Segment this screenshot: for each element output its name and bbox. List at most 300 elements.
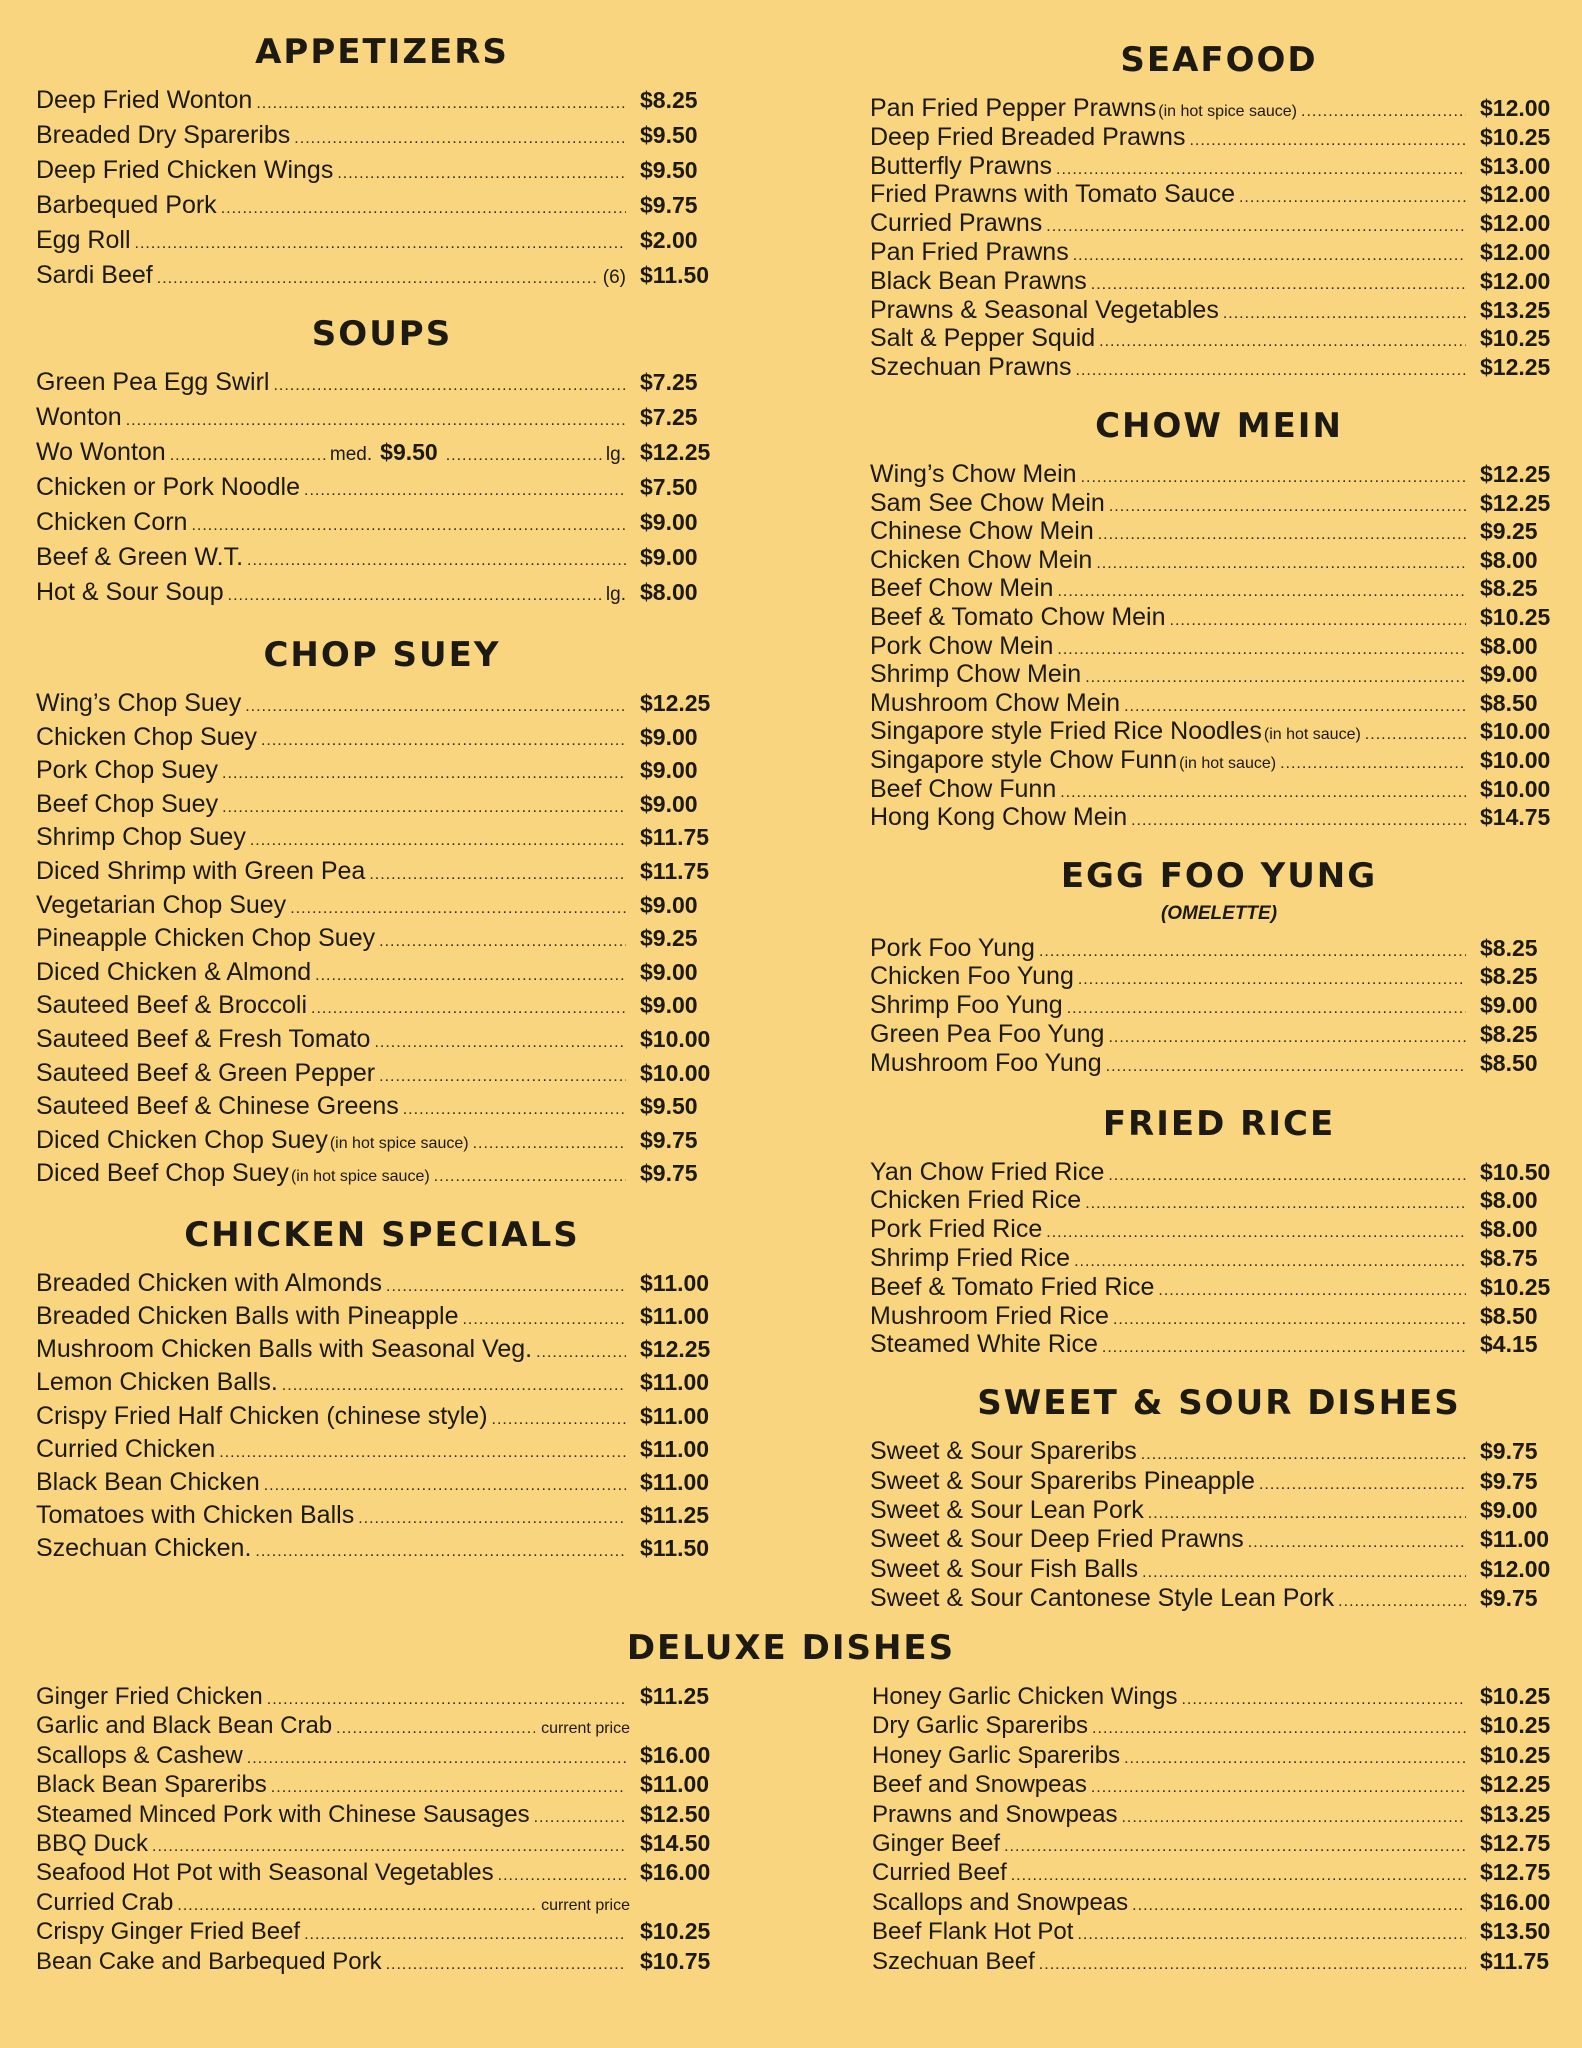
leader-dots: [1109, 498, 1466, 516]
item-price: $9.00: [640, 723, 698, 750]
item-name: Honey Garlic Chicken Wings: [872, 1683, 1178, 1710]
item-price: $10.25: [1480, 325, 1551, 352]
menu-item: [36, 1742, 728, 1771]
item-price: $11.75: [1480, 1947, 1550, 1974]
item-name: Beef Chop Suey: [36, 789, 219, 818]
item-price: $11.50: [640, 262, 710, 288]
item-note: (in hot spice sauce): [1158, 103, 1297, 120]
item-name: Scallops & Cashew: [36, 1741, 243, 1769]
leader-dots: [222, 765, 626, 783]
item-price: $11.00: [640, 1469, 710, 1496]
item-price: $9.00: [640, 509, 698, 535]
leader-dots: [290, 900, 626, 918]
menu-item: [870, 1049, 1568, 1078]
item-name: Green Pea Egg Swirl: [36, 368, 270, 396]
menu-item: [36, 857, 728, 891]
leader-dots: [446, 447, 602, 465]
item-name: Mushroom Chow Mein: [870, 688, 1121, 717]
menu-item: [36, 1269, 728, 1302]
item-name: Curried Crab: [36, 1888, 174, 1916]
leader-dots: [250, 832, 626, 850]
item-name: Pineapple Chicken Chop Suey: [36, 924, 376, 953]
item-name: Sweet & Sour Cantonese Style Lean Pork: [870, 1584, 1335, 1613]
item-price: $13.25: [1480, 296, 1551, 323]
item-price: $9.75: [1480, 1438, 1538, 1465]
deluxe-right-list: [872, 1683, 1568, 1977]
menu-item: [870, 517, 1568, 546]
item-price: $10.25: [640, 1918, 711, 1945]
item-name: Chicken Corn: [36, 508, 188, 536]
item-price: $9.25: [640, 925, 698, 952]
item-price: $8.75: [1480, 1245, 1538, 1272]
item-name: Beef & Green W.T.: [36, 543, 244, 571]
leader-dots: [492, 1411, 626, 1429]
leader-dots: [1365, 726, 1466, 744]
item-name: Singapore style Chow Funn: [870, 745, 1178, 774]
leader-dots: [282, 1377, 626, 1395]
menu-item: [870, 1525, 1568, 1554]
item-name: Ginger Fried Chicken: [36, 1683, 263, 1710]
leader-dots: [1039, 943, 1466, 961]
leader-dots: [170, 447, 326, 465]
leader-dots: [1148, 1505, 1466, 1523]
leader-dots: [369, 866, 626, 884]
leader-dots: [534, 1809, 626, 1827]
menu-item: [870, 991, 1568, 1020]
menu-item: [872, 1801, 1568, 1830]
item-price: $12.00: [1480, 1555, 1551, 1582]
item-name: Beef and Snowpeas: [872, 1771, 1087, 1799]
item-price: $12.25: [1480, 354, 1551, 381]
leader-dots: [337, 165, 626, 183]
leader-dots: [1223, 305, 1466, 323]
menu-item: [872, 1771, 1568, 1800]
item-name: Chicken Foo Yung: [870, 962, 1074, 991]
item-name: Szechuan Prawns: [870, 353, 1072, 382]
leader-dots: [1085, 1195, 1466, 1213]
item-name: Butterfly Prawns: [870, 151, 1053, 180]
menu-item: [870, 1186, 1568, 1215]
menu-item: [870, 238, 1568, 267]
menu-item: [870, 123, 1568, 152]
item-price: $8.00: [1480, 632, 1538, 659]
item-price: $13.50: [1480, 1918, 1551, 1945]
menu-item: [870, 209, 1568, 238]
leader-dots: [1158, 1282, 1466, 1300]
item-price: $9.75: [640, 192, 698, 218]
item-name: Deep Fried Breaded Prawns: [870, 122, 1186, 151]
menu-item: [872, 1683, 1568, 1712]
item-price: $8.25: [1480, 963, 1538, 990]
size-label: (6): [602, 267, 626, 288]
leader-dots: [126, 412, 626, 430]
menu-item: [36, 1126, 728, 1160]
item-price: $10.00: [640, 1059, 711, 1086]
menu-item: [870, 632, 1568, 661]
item-price: $11.00: [640, 1771, 710, 1798]
menu-item: [870, 94, 1568, 123]
menu-section-appetizers: [36, 30, 728, 296]
menu-item: [872, 1830, 1568, 1859]
item-name: Beef Chow Funn: [870, 774, 1057, 803]
menu-item: [870, 1467, 1568, 1496]
item-price: $10.25: [1480, 1712, 1551, 1739]
leader-dots: [1106, 1058, 1466, 1076]
leader-dots: [177, 1897, 535, 1915]
menu-item: [872, 1742, 1568, 1771]
leader-dots: [1096, 555, 1466, 573]
leader-dots: [1181, 1691, 1466, 1709]
item-name: Breaded Chicken Balls with Pineapple: [36, 1302, 459, 1331]
item-price: $9.50: [640, 157, 698, 183]
item-name: Sardi Beef: [36, 261, 153, 289]
menu-item: [870, 717, 1568, 746]
menu-item: [36, 1534, 728, 1567]
item-name: Diced Chicken Chop Suey: [36, 1125, 328, 1154]
menu-item: [870, 180, 1568, 209]
section-subtitle: (OMELETTE): [1160, 902, 1278, 924]
item-name: Beef Chow Mein: [870, 574, 1054, 603]
item-price: $9.75: [1480, 1467, 1538, 1494]
item-price: $10.50: [1480, 1158, 1551, 1185]
menu-item: [36, 790, 728, 824]
item-price: $10.25: [1480, 1741, 1551, 1768]
leader-dots: [1092, 1720, 1466, 1738]
leader-dots: [1239, 189, 1466, 207]
leader-dots: [267, 1691, 626, 1709]
item-name: Sauteed Beef & Fresh Tomato: [36, 1024, 371, 1053]
item-note: current price: [541, 1720, 630, 1738]
item-name: Curried Chicken: [36, 1434, 216, 1463]
item-price: $10.00: [1480, 718, 1551, 745]
item-name: Steamed Minced Pork with Chinese Sausages: [36, 1800, 530, 1828]
leader-dots: [1131, 812, 1466, 830]
menu-item: [36, 578, 728, 613]
menu-left-column: [36, 30, 728, 1568]
leader-dots: [1301, 103, 1466, 121]
section-title-chow-mein: CHOW MEIN: [1095, 405, 1343, 446]
item-name: Pork Chow Mein: [870, 631, 1054, 660]
item-name: Diced Chicken & Almond: [36, 957, 312, 986]
menu-section-chop-suey: [36, 633, 728, 1193]
item-name: Ginger Beef: [872, 1829, 1001, 1857]
menu-item: [870, 1273, 1568, 1302]
item-price: $9.00: [1480, 661, 1538, 688]
item-name: Mushroom Chicken Balls with Seasonal Veg.: [36, 1335, 533, 1364]
menu-item: [36, 1402, 728, 1435]
leader-dots: [255, 1543, 626, 1561]
item-name: Salt & Pepper Squid: [870, 324, 1096, 353]
item-name: Shrimp Chow Mein: [870, 660, 1082, 689]
menu-item: [36, 1771, 728, 1800]
leader-dots: [1108, 1167, 1466, 1185]
menu-item: [36, 473, 728, 508]
leader-dots: [336, 1720, 535, 1738]
item-name: Hot & Sour Soup: [36, 578, 224, 606]
item-price: $8.25: [1480, 934, 1538, 961]
menu-item: [36, 543, 728, 578]
item-note: (in hot sauce): [1179, 754, 1277, 772]
leader-dots: [191, 517, 626, 535]
menu-item: [36, 1368, 728, 1401]
item-name: Chinese Chow Mein: [870, 517, 1094, 546]
leader-dots: [379, 1068, 626, 1086]
leader-dots: [1077, 1926, 1466, 1944]
leader-dots: [1248, 1534, 1466, 1552]
leader-dots: [1039, 1956, 1466, 1974]
menu-item: [36, 1801, 728, 1830]
item-name: Szechuan Beef: [872, 1947, 1035, 1975]
item-price: $9.25: [1480, 518, 1538, 545]
item-price: $9.00: [640, 958, 698, 985]
leader-dots: [315, 967, 626, 985]
item-price: $11.75: [640, 824, 710, 851]
menu-item: [870, 775, 1568, 804]
item-price: $12.50: [640, 1800, 711, 1827]
item-price: $11.25: [640, 1683, 710, 1709]
leader-dots: [157, 270, 599, 288]
leader-dots: [271, 1779, 626, 1797]
item-name: Mushroom Fried Rice: [870, 1301, 1109, 1330]
menu-item: [36, 823, 728, 857]
item-name: Wo Wonton: [36, 438, 166, 466]
item-name: Chicken Fried Rice: [870, 1186, 1082, 1215]
leader-dots: [1056, 161, 1466, 179]
menu-item: [36, 1435, 728, 1468]
item-name: Black Bean Chicken: [36, 1468, 260, 1497]
menu-item: [870, 152, 1568, 181]
menu-item: [870, 603, 1568, 632]
item-price: $10.75: [640, 1947, 711, 1974]
leader-dots: [1099, 333, 1466, 351]
item-name: Black Bean Spareribs: [36, 1771, 267, 1799]
item-price: $9.00: [640, 757, 698, 784]
menu-item: [36, 121, 728, 156]
item-price: $11.50: [640, 1535, 710, 1562]
leader-dots: [1076, 362, 1466, 380]
menu-item: [36, 1302, 728, 1335]
leader-dots: [462, 1311, 626, 1329]
item-price: $12.75: [1480, 1829, 1551, 1856]
menu-item: [870, 546, 1568, 575]
item-name: Sam See Chow Mein: [870, 488, 1105, 517]
menu-item: [36, 191, 728, 226]
item-price: $14.50: [640, 1829, 711, 1856]
menu-section-fried-rice: [870, 1102, 1568, 1360]
item-price: $8.25: [640, 87, 698, 113]
menu-right-column: [870, 38, 1568, 1614]
item-price: $8.50: [1480, 1302, 1538, 1329]
item-price: $9.00: [640, 992, 698, 1019]
item-note: (in hot spice sauce): [329, 1134, 469, 1152]
item-price: $12.25: [1480, 460, 1551, 487]
item-note: (in hot sauce): [1263, 726, 1361, 744]
menu-item: [36, 1712, 728, 1741]
menu-item: [36, 723, 728, 757]
menu-item: [36, 1159, 728, 1193]
menu-item: [36, 1335, 728, 1368]
leader-dots: [379, 933, 626, 951]
leader-dots: [1142, 1564, 1466, 1582]
item-price: $8.00: [640, 579, 698, 605]
item-price: $9.00: [640, 790, 698, 817]
leader-dots: [1060, 784, 1466, 802]
item-price: $9.00: [640, 891, 698, 918]
leader-dots: [1067, 1000, 1466, 1018]
size-label: lg.: [605, 584, 626, 605]
leader-dots: [536, 1344, 626, 1362]
menu-item: [870, 1302, 1568, 1331]
item-price-medium: $9.50: [380, 439, 438, 465]
menu-item: [870, 1584, 1568, 1613]
item-price: $7.25: [640, 369, 698, 395]
item-price: $10.00: [1480, 775, 1551, 802]
leader-dots: [1074, 1253, 1466, 1271]
item-name: Deep Fried Chicken Wings: [36, 156, 334, 184]
menu-item: [36, 1948, 728, 1977]
item-name: Shrimp Foo Yung: [870, 991, 1063, 1020]
menu-item: [36, 1918, 728, 1947]
item-name: Pork Foo Yung: [870, 933, 1035, 962]
leader-dots: [1338, 1593, 1466, 1611]
item-name: Green Pea Foo Yung: [870, 1020, 1105, 1049]
menu-item: [36, 403, 728, 438]
item-name: Sweet & Sour Lean Pork: [870, 1496, 1144, 1525]
item-name: Curried Beef: [872, 1859, 1007, 1887]
menu-item: [870, 962, 1568, 991]
item-name: Seafood Hot Pot with Seasonal Vegetables: [36, 1859, 494, 1887]
leader-dots: [247, 1750, 626, 1768]
item-price: $10.25: [1480, 603, 1551, 630]
item-name: Bean Cake and Barbequed Pork: [36, 1947, 382, 1975]
menu-item: [36, 86, 728, 121]
item-price: $12.25: [640, 1336, 711, 1363]
menu-item: [872, 1918, 1568, 1947]
item-price: $11.25: [640, 1502, 710, 1529]
leader-dots: [1091, 1779, 1466, 1797]
item-price: $11.00: [640, 1269, 710, 1296]
leader-dots: [1081, 469, 1466, 487]
item-name: Crispy Ginger Fried Beef: [36, 1918, 301, 1946]
item-name: Diced Beef Chop Suey: [36, 1159, 289, 1188]
menu-item: [872, 1712, 1568, 1741]
item-name: Breaded Chicken with Almonds: [36, 1268, 383, 1297]
leader-dots: [221, 200, 626, 218]
item-price: $16.00: [640, 1741, 711, 1768]
menu-item: [36, 756, 728, 790]
leader-dots: [256, 95, 626, 113]
item-name: Dry Garlic Spareribs: [872, 1712, 1089, 1740]
deluxe-left-list: [36, 1683, 728, 1977]
item-name: Crispy Fried Half Chicken (chinese style): [36, 1401, 488, 1430]
menu-item: [36, 991, 728, 1025]
menu-item: [36, 226, 728, 261]
item-name: Prawns and Snowpeas: [872, 1800, 1118, 1828]
item-name: Prawns & Seasonal Vegetables: [870, 295, 1219, 324]
item-price: $9.50: [640, 1093, 698, 1120]
leader-dots: [1124, 698, 1466, 716]
item-name: Pan Fried Pepper Prawns: [870, 94, 1157, 122]
menu-item: [870, 1330, 1568, 1359]
item-price: $8.00: [1480, 546, 1538, 573]
item-price: $8.25: [1480, 1021, 1538, 1048]
leader-dots: [1141, 1446, 1466, 1464]
item-price: $12.25: [640, 439, 711, 465]
leader-dots: [304, 1926, 626, 1944]
leader-dots: [403, 1101, 626, 1119]
item-price: $9.00: [1480, 992, 1538, 1019]
item-name: Szechuan Chicken.: [36, 1534, 252, 1563]
menu-section-sweet: [870, 1381, 1568, 1613]
item-price: $16.00: [1480, 1888, 1551, 1915]
menu-item: [872, 1889, 1568, 1918]
menu-item: [36, 1059, 728, 1093]
item-name: Yan Chow Fried Rice: [870, 1157, 1105, 1186]
leader-dots: [1057, 641, 1466, 659]
item-name: Sweet & Sour Spareribs Pineapple: [870, 1466, 1255, 1495]
menu-item: [870, 1437, 1568, 1466]
item-name: Sweet & Sour Fish Balls: [870, 1554, 1139, 1583]
leader-dots: [222, 799, 626, 817]
section-title-chop-suey: CHOP SUEY: [263, 635, 501, 675]
leader-dots: [386, 1956, 626, 1974]
item-price: $7.25: [640, 404, 698, 430]
menu-item: [870, 460, 1568, 489]
menu-item: [36, 891, 728, 925]
item-name: BBQ Duck: [36, 1829, 149, 1857]
menu-item: [870, 1020, 1568, 1049]
leader-dots: [1170, 612, 1466, 630]
item-name: Breaded Dry Spareribs: [36, 121, 291, 149]
item-price: $9.75: [640, 1160, 698, 1187]
menu-item: [872, 1859, 1568, 1888]
leader-dots: [135, 235, 627, 253]
section-title-fried-rice: FRIED RICE: [1102, 1103, 1336, 1144]
leader-dots: [311, 1000, 626, 1018]
item-name: Lemon Chicken Balls.: [36, 1368, 278, 1397]
menu-item: [36, 1859, 728, 1888]
item-price: $12.25: [1480, 1771, 1551, 1798]
leader-dots: [264, 1477, 626, 1495]
leader-dots: [434, 1168, 626, 1186]
item-price: $12.00: [1480, 210, 1551, 237]
item-name: Steamed White Rice: [870, 1330, 1098, 1359]
leader-dots: [1073, 247, 1466, 265]
leader-dots: [473, 1135, 626, 1153]
item-name: Sauteed Beef & Broccoli: [36, 991, 307, 1020]
section-title-seafood: SEAFOOD: [1120, 40, 1318, 80]
menu-item: [870, 353, 1568, 382]
item-price: $2.00: [640, 227, 698, 253]
menu-item: [36, 1889, 728, 1918]
item-price: $8.00: [1480, 1187, 1538, 1214]
item-price: $8.25: [1480, 575, 1538, 602]
menu-section-egg: [870, 854, 1568, 1078]
item-name: Hong Kong Chow Mein: [870, 803, 1128, 832]
leader-dots: [247, 552, 626, 570]
leader-dots: [304, 482, 626, 500]
section-title-appetizers: APPETIZERS: [255, 32, 509, 72]
item-price: $12.00: [1480, 95, 1551, 121]
leader-dots: [1046, 1224, 1466, 1242]
menu-item: [870, 1158, 1568, 1187]
item-price: $9.00: [1480, 1497, 1538, 1524]
item-name: Pork Chop Suey: [36, 756, 219, 785]
leader-dots: [1046, 218, 1466, 236]
leader-dots: [1102, 1339, 1466, 1357]
item-name: Wing’s Chow Mein: [870, 459, 1077, 488]
item-price: $8.00: [1480, 1216, 1538, 1243]
